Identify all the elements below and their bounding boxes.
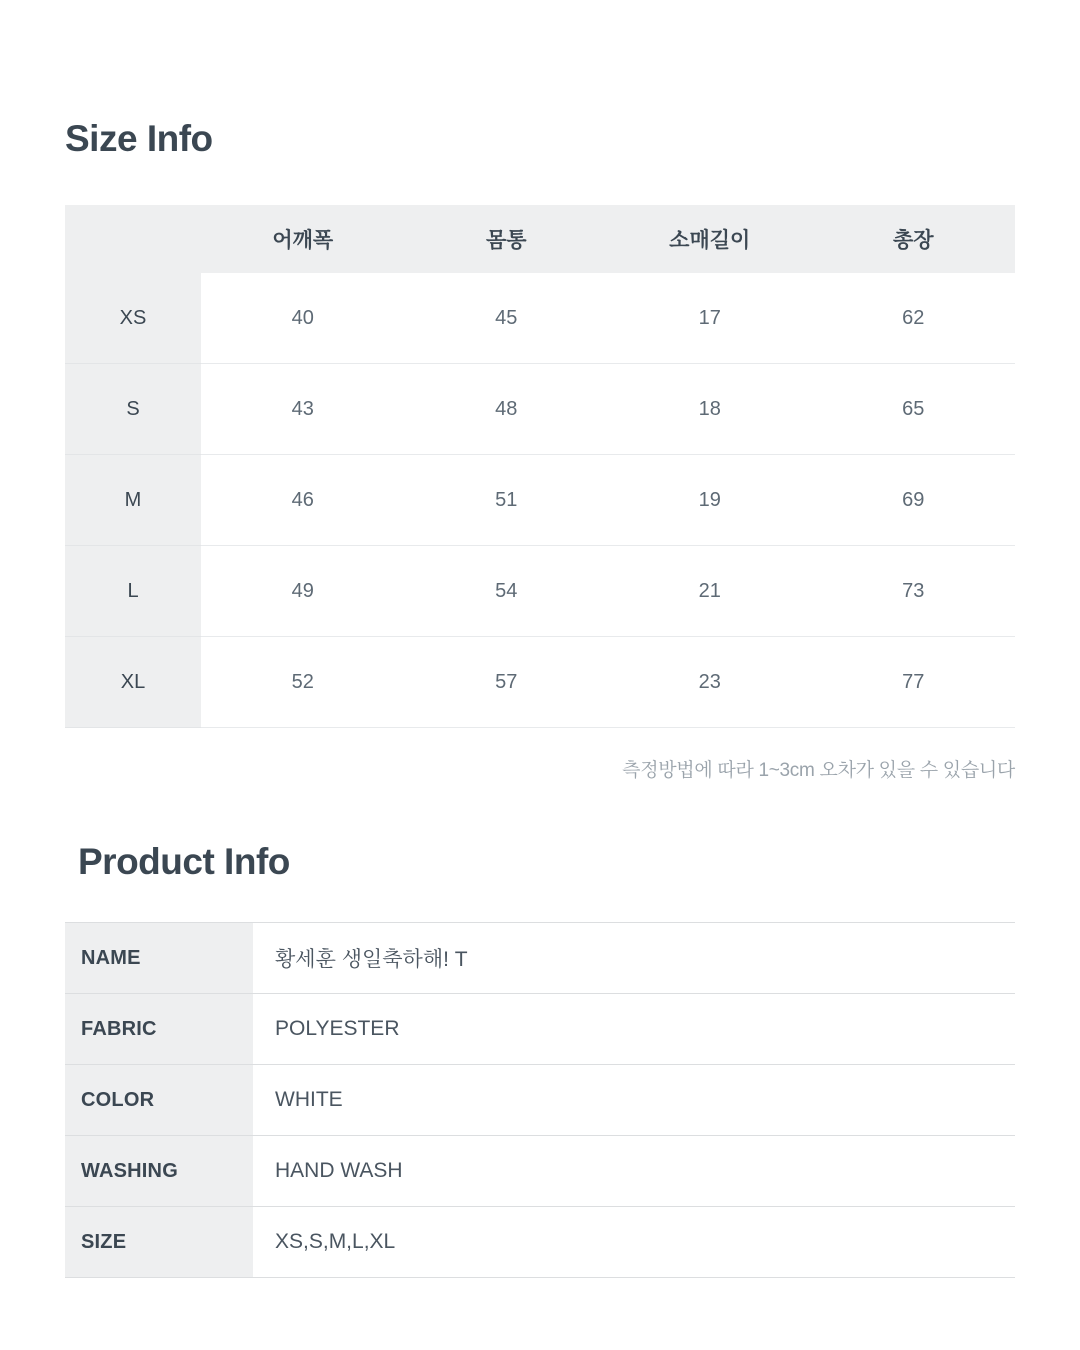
product-info-label: NAME (65, 923, 253, 994)
table-row (65, 455, 1015, 546)
table-row (65, 364, 1015, 455)
size-label: XS (65, 273, 201, 364)
size-info-title: Size Info (65, 118, 213, 159)
product-info-value: WHITE (253, 1065, 1015, 1136)
size-value: 23 (608, 637, 812, 728)
size-value: 43 (201, 364, 405, 455)
size-table-header-sleeve: 소매길이 (608, 205, 812, 273)
size-value: 17 (608, 273, 812, 364)
size-value: 48 (405, 364, 609, 455)
product-info-table (65, 922, 1015, 1278)
table-row (65, 1065, 1015, 1136)
size-value: 51 (405, 455, 609, 546)
product-info-label: FABRIC (65, 994, 253, 1065)
size-value: 69 (812, 455, 1016, 546)
product-info-value: XS,S,M,L,XL (253, 1207, 1015, 1278)
size-label: L (65, 546, 201, 637)
size-label: XL (65, 637, 201, 728)
product-info-value: HAND WASH (253, 1136, 1015, 1207)
table-row (65, 1207, 1015, 1278)
size-value: 57 (405, 637, 609, 728)
size-value: 18 (608, 364, 812, 455)
size-label: M (65, 455, 201, 546)
size-table (65, 205, 1015, 728)
table-row (65, 273, 1015, 364)
product-info-label: WASHING (65, 1136, 253, 1207)
product-info-value: 황세훈 생일축하해! T (253, 923, 1015, 994)
size-value: 52 (201, 637, 405, 728)
size-value: 45 (405, 273, 609, 364)
product-info-title: Product Info (78, 841, 290, 882)
size-value: 62 (812, 273, 1016, 364)
size-table-header-chest: 몸통 (405, 205, 609, 273)
size-table-header-row (65, 205, 1015, 273)
size-value: 40 (201, 273, 405, 364)
size-value: 19 (608, 455, 812, 546)
size-label: S (65, 364, 201, 455)
table-row (65, 923, 1015, 994)
size-value: 77 (812, 637, 1016, 728)
size-measurement-note: 측정방법에 따라 1~3cm 오차가 있을 수 있습니다 (622, 760, 1015, 781)
size-table-header-length: 총장 (812, 205, 1016, 273)
size-value: 54 (405, 546, 609, 637)
size-value: 21 (608, 546, 812, 637)
size-value: 65 (812, 364, 1016, 455)
size-table-header-shoulder: 어깨폭 (201, 205, 405, 273)
size-value: 49 (201, 546, 405, 637)
table-row (65, 994, 1015, 1065)
size-value: 73 (812, 546, 1016, 637)
table-row (65, 1136, 1015, 1207)
table-row (65, 637, 1015, 728)
product-info-label: SIZE (65, 1207, 253, 1278)
size-table-header-corner (65, 205, 201, 273)
table-row (65, 546, 1015, 637)
product-info-value: POLYESTER (253, 994, 1015, 1065)
product-info-label: COLOR (65, 1065, 253, 1136)
size-value: 46 (201, 455, 405, 546)
